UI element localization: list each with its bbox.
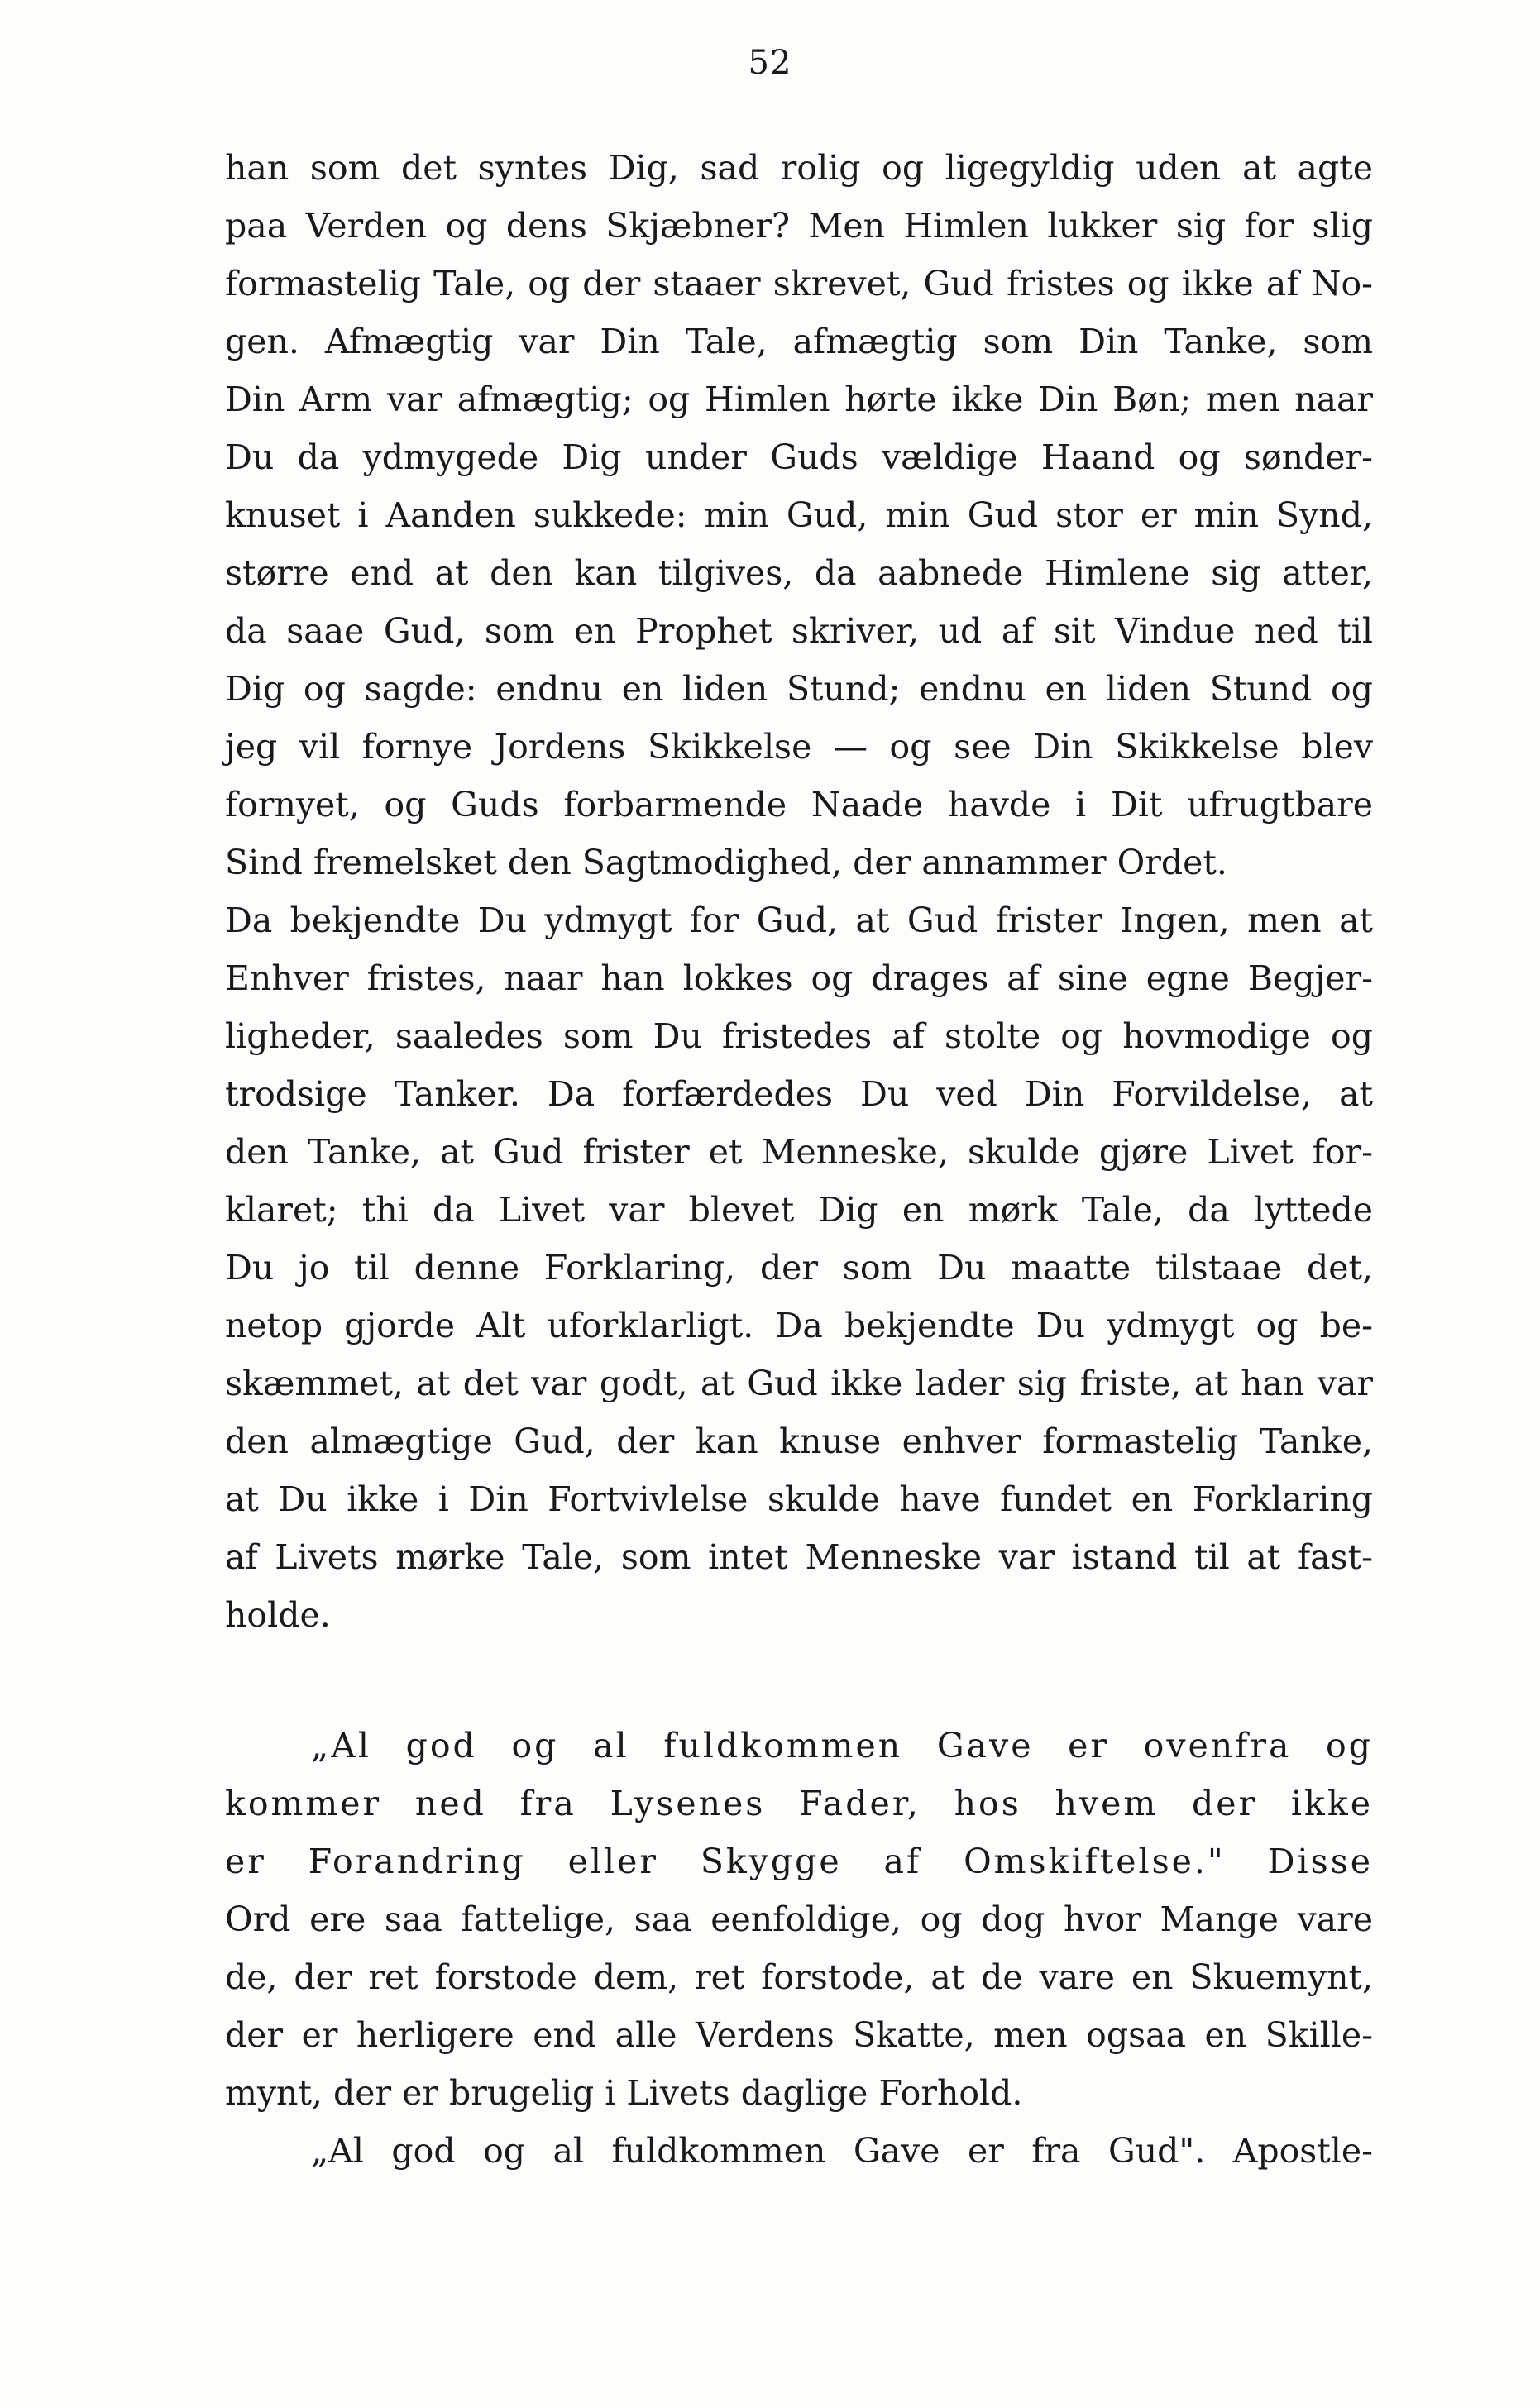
text-line: fornyet, og Guds forbarmende Naade havde i Dit ufrugtbare	[225, 785, 1373, 824]
text-line: Enhver fristes, naar han lokkes og drages af sine egne Begjer-	[225, 958, 1373, 998]
text-line: Din Arm var afmægtig; og Himlen hørte ikke Din Bøn; men naar	[225, 380, 1373, 419]
text-line: formastelig Tale, og der staaer skrevet, Gud fristes og ikke af No-	[225, 264, 1373, 303]
text-line: Du jo til denne Forklaring, der som Du maatte tilstaae det,	[225, 1248, 1373, 1288]
text-line: kommer ned fra Lysenes Fader, hos hvem der ikke	[225, 1784, 1373, 1823]
paragraph-2	[225, 1717, 1373, 2180]
text-line: Da bekjendte Du ydmygt for Gud, at Gud frister Ingen, men at	[225, 901, 1373, 940]
text-line: er Forandring eller Skygge af Omskiftelse." Disse	[225, 1842, 1373, 1881]
text-line: jeg vil fornye Jordens Skikkelse — og see Din Skikkelse blev	[225, 727, 1373, 767]
page-number: 52	[748, 44, 792, 82]
text-line: Ord ere saa fattelige, saa eenfoldige, og dog hvor Mange vare	[225, 1899, 1373, 1939]
text-line: holde.	[225, 1595, 331, 1635]
text-line: de, der ret forstode dem, ret forstode, at de vare en Skuemynt,	[225, 1957, 1373, 1997]
text-line: knuset i Aanden sukkede: min Gud, min Gud stor er min Synd,	[225, 495, 1373, 535]
text-line: netop gjorde Alt uforklarligt. Da bekjendte Du ydmygt og be-	[225, 1306, 1373, 1345]
text-line: ligheder, saaledes som Du fristedes af stolte og hovmodige og	[225, 1016, 1373, 1056]
text-line: den Tanke, at Gud frister et Menneske, skulde gjøre Livet for-	[225, 1132, 1373, 1172]
text-line: at Du ikke i Din Fortvivlelse skulde have fundet en Forklaring	[225, 1479, 1373, 1519]
text-line: der er herligere end alle Verdens Skatte, men ogsaa en Skille-	[225, 2015, 1373, 2055]
text-line: „Al god og al fuldkommen Gave er ovenfra og	[311, 1726, 1373, 1765]
text-line: større end at den kan tilgives, da aabnede Himlene sig atter,	[225, 553, 1373, 593]
text-line: „Al god og al fuldkommen Gave er fra Gud". Apostle-	[311, 2131, 1373, 2171]
text-line: den almægtige Gud, der kan knuse enhver formastelig Tanke,	[225, 1421, 1373, 1461]
paragraph-1	[225, 139, 1373, 1644]
text-line: paa Verden og dens Skjæbner? Men Himlen lukker sig for slig	[225, 206, 1373, 246]
text-line: trodsige Tanker. Da forfærdedes Du ved Din Forvildelse, at	[225, 1074, 1373, 1114]
text-line: Sind fremelsket den Sagtmodighed, der annammer Ordet.	[225, 843, 1227, 882]
text-line: gen. Afmægtig var Din Tale, afmægtig som Din Tanke, som	[225, 322, 1373, 361]
text-line: af Livets mørke Tale, som intet Menneske var istand til at fast-	[225, 1537, 1373, 1577]
text-line: skæmmet, at det var godt, at Gud ikke lader sig friste, at han var	[225, 1364, 1373, 1403]
text-line: han som det syntes Dig, sad rolig og ligegyldig uden at agte	[225, 148, 1373, 188]
text-line: klaret; thi da Livet var blevet Dig en mørk Tale, da lyttede	[225, 1190, 1373, 1230]
text-line: Du da ydmygede Dig under Guds vældige Haand og sønder-	[225, 437, 1373, 477]
text-line: da saae Gud, som en Prophet skriver, ud af sit Vindue ned til	[225, 611, 1373, 651]
text-line: Dig og sagde: endnu en liden Stund; endnu en liden Stund og	[225, 669, 1373, 709]
text-line: mynt, der er brugelig i Livets daglige Forhold.	[225, 2073, 1023, 2113]
